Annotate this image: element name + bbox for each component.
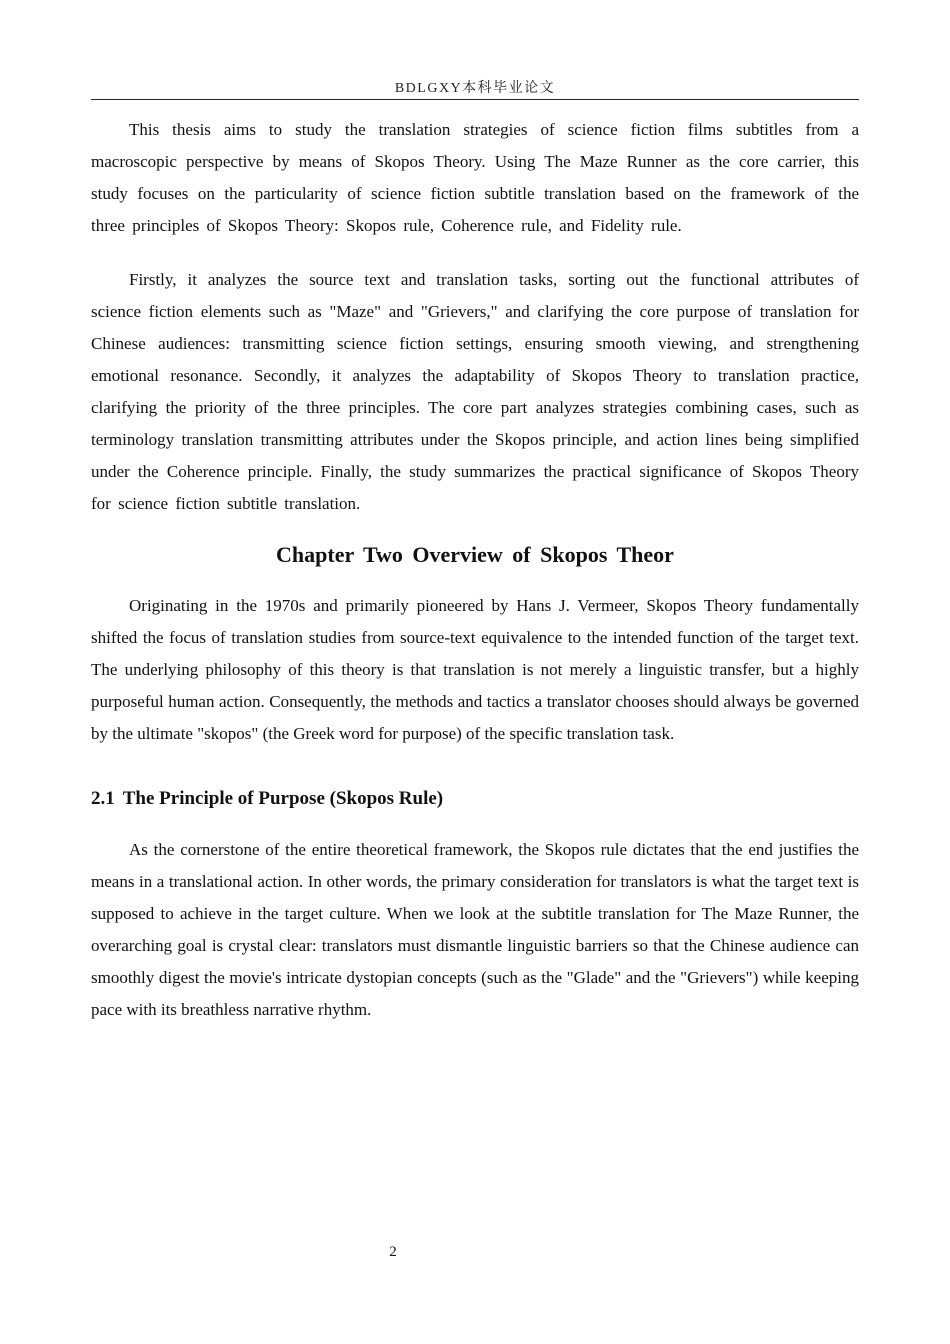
header-rule: [91, 99, 859, 100]
chapter-title: Chapter Two Overview of Skopos Theor: [276, 542, 674, 567]
chapter-intro-paragraph: Originating in the 1970s and primarily pioneered by Hans J. Vermeer, Skopos Theory fundamentally shifted the focus of translation studies from source-text equivalence to the intended function of the target text. The underlying philosophy of this theory is that translation is not merely a linguistic transfer, but a highly purposeful human action. Consequently, the methods and tactics a translator chooses should always be governed by the ultimate "skopos" (the Greek word for purpose) of the specific translation task.: [91, 596, 859, 743]
paragraph-spacer: [91, 520, 859, 540]
section-paragraph: As the cornerstone of the entire theoretical framework, the Skopos rule dictates that the end justifies the means in a translational action. In other words, the primary consideration for translators is what the target text is supposed to achieve in the target culture. When we look at the subtitle translation for The Maze Runner, the overarching goal is crystal clear: translators must dismantle linguistic barriers so that the Chinese audience can smoothly digest the movie's intricate dystopian concepts (such as the "Glade" and the "Grievers") while keeping pace with its breathless narrative rhythm.: [91, 840, 859, 1019]
section-title: The Principle of Purpose (Skopos Rule): [122, 788, 444, 809]
page-content: [91, 114, 859, 1026]
section-heading: [91, 784, 859, 814]
paragraph-spacer: [91, 570, 859, 590]
section-number: 2.1: [91, 788, 115, 809]
paragraph-spacer: [91, 750, 859, 784]
page-number: 2: [389, 1244, 397, 1260]
intro-paragraph-1: This thesis aims to study the translation strategies of science fiction films subtitles from a macroscopic perspective by means of Skopos Theory. Using The Maze Runner as the core carrier, this study focuses on the particularity of science fiction subtitle translation based on the framework of the three principles of Skopos Theory: Skopos rule, Coherence rule, and Fidelity rule.: [91, 120, 859, 235]
running-header: BDLGXY本科毕业论文: [394, 81, 556, 96]
paragraph-spacer: [91, 242, 859, 264]
paragraph-spacer: [91, 814, 859, 834]
intro-paragraph-2: Firstly, it analyzes the source text and translation tasks, sorting out the functional attributes of science fiction elements such as "Maze" and "Grievers," and clarifying the core purpose of translation for Chinese audiences: transmitting science fiction settings, ensuring smooth viewing, and strengthening emotional resonance. Secondly, it analyzes the adaptability of Skopos Theory to translation practice, clarifying the priority of the three principles. The core part analyzes strategies combining cases, such as terminology translation transmitting attributes under the Skopos principle, and action lines being simplified under the Coherence principle. Finally, the study summarizes the practical significance of Skopos Theory for science fiction subtitle translation.: [91, 270, 859, 513]
